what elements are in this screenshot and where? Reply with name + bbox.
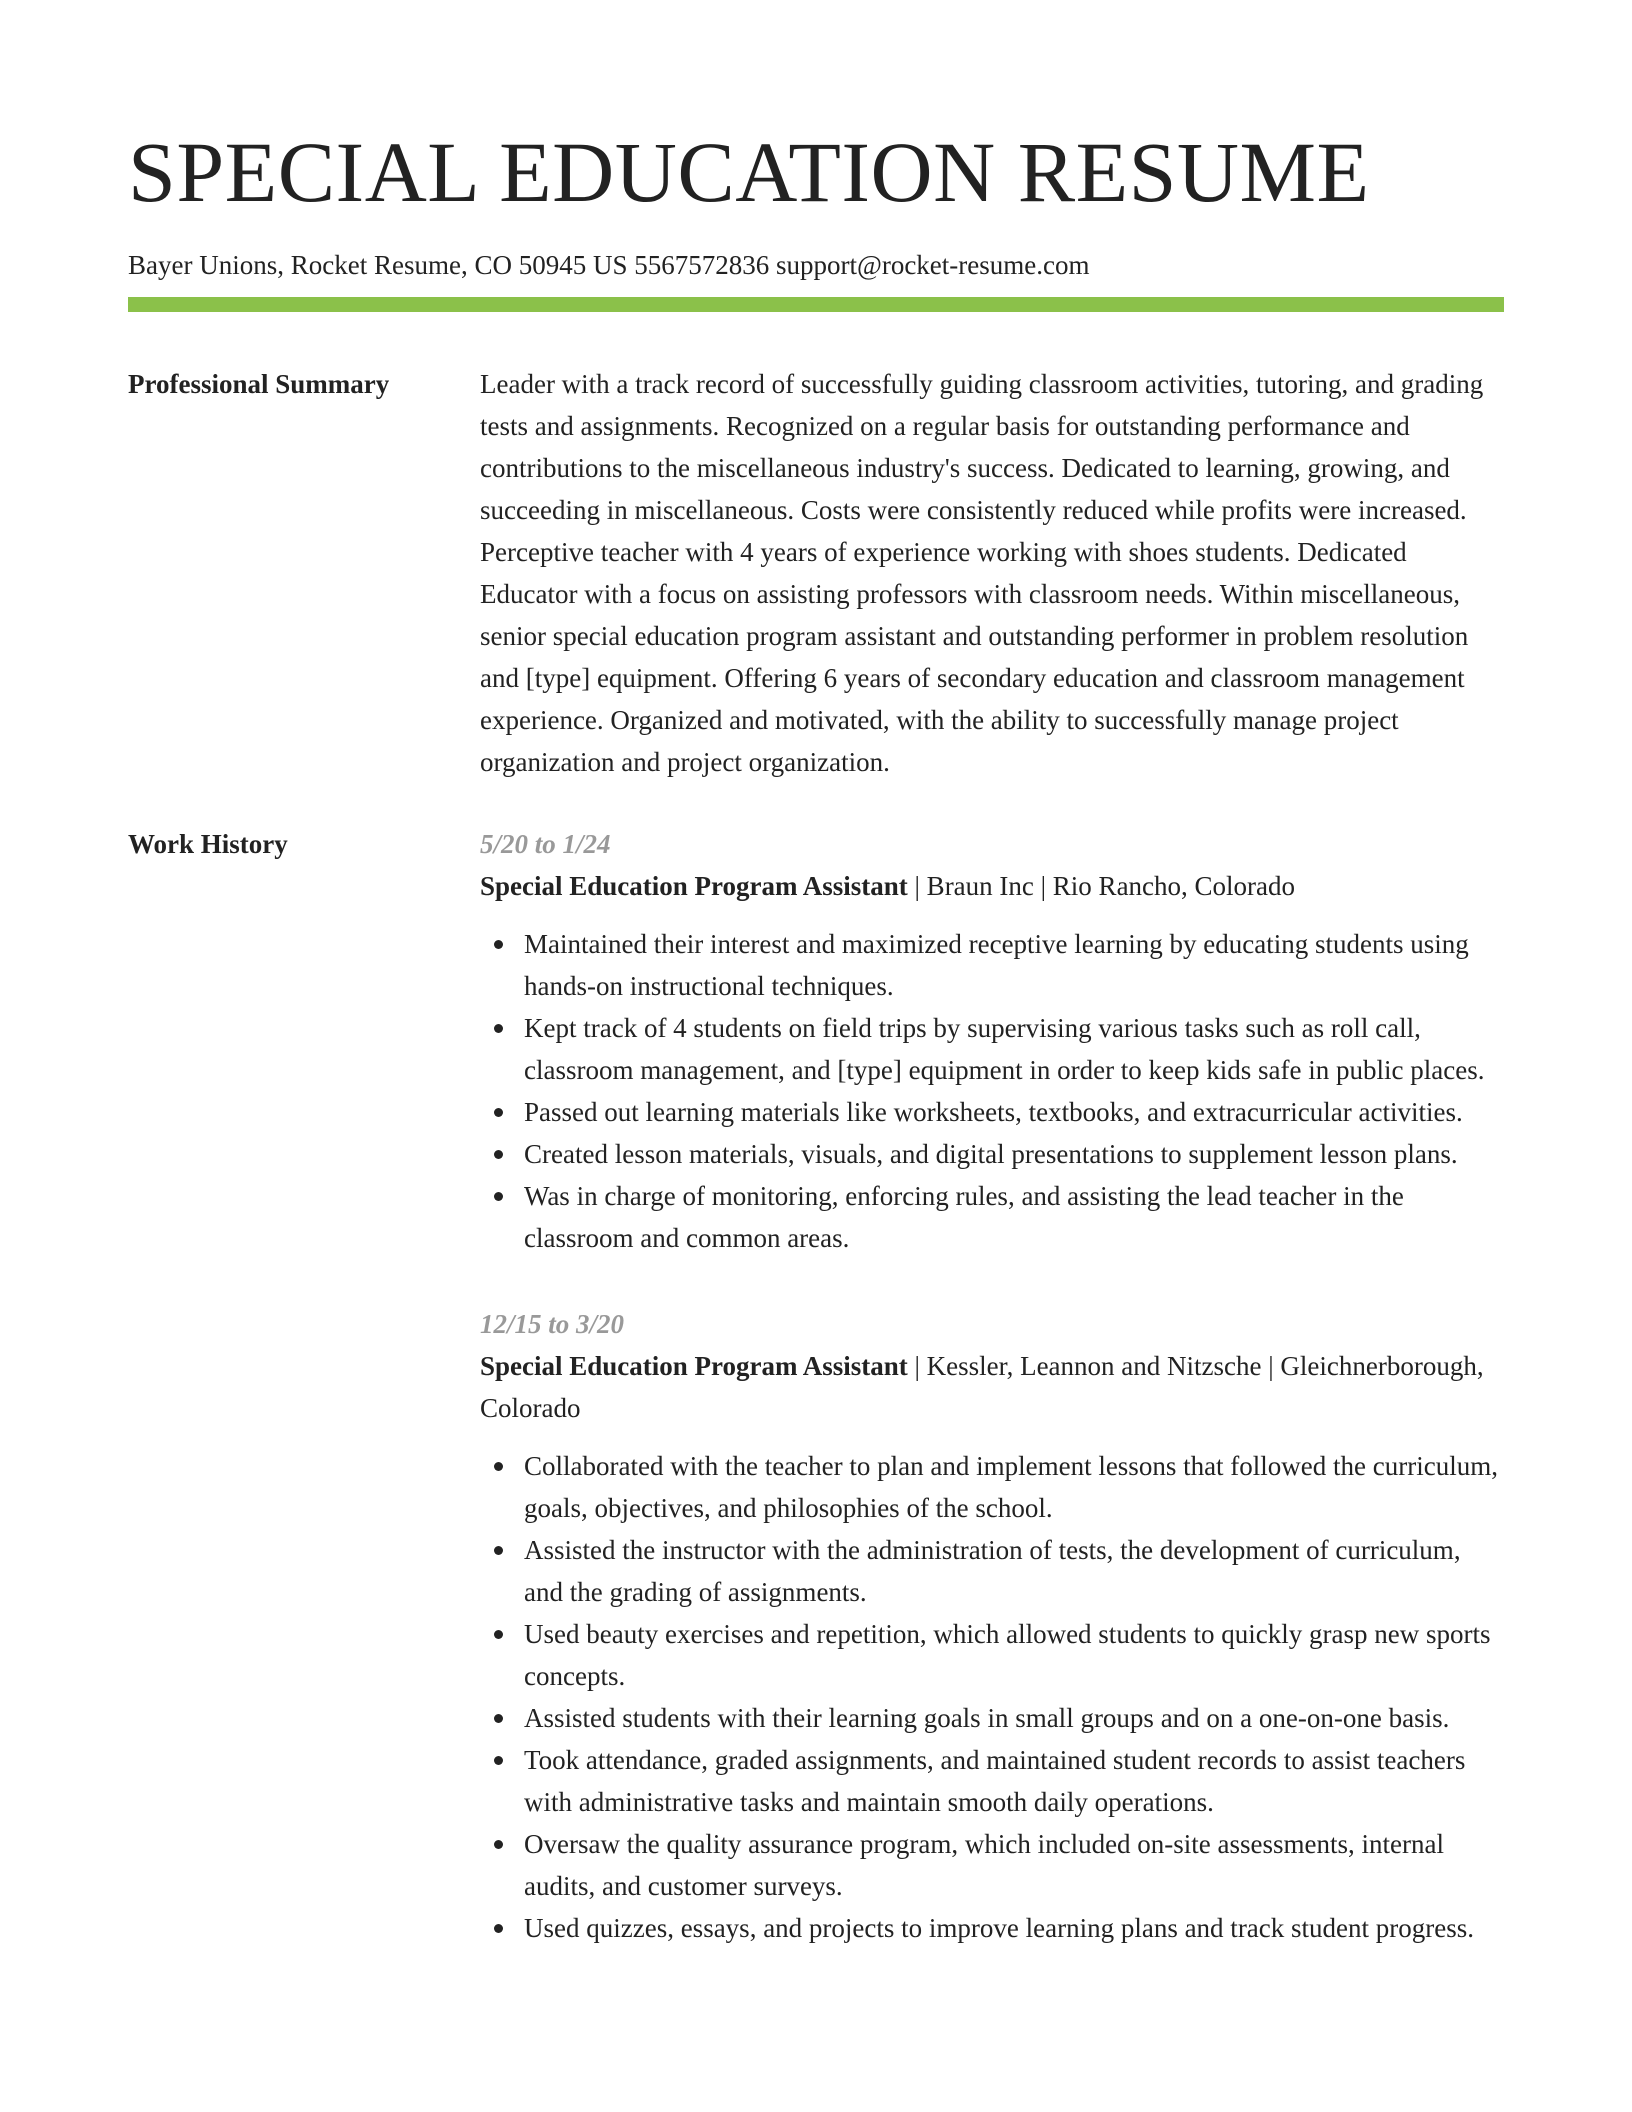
job-bullet: Assisted students with their learning goals in small groups and on a one-on-one basis.: [480, 1697, 1504, 1739]
job-entry: [480, 1303, 1504, 1949]
job-bullet-list: [480, 923, 1504, 1259]
job-dates: 5/20 to 1/24: [480, 829, 611, 859]
resume-title: SPECIAL EDUCATION RESUME: [128, 124, 1370, 220]
job-details: | Braun Inc | Rio Rancho, Colorado: [907, 871, 1296, 901]
contact-email: support@rocket-resume.com: [775, 250, 1090, 280]
job-bullet: Oversaw the quality assurance program, which included on-site assessments, internal audits, and customer surveys.: [480, 1823, 1504, 1907]
resume-page: [128, 0, 1504, 1993]
job-bullet: Created lesson materials, visuals, and digital presentations to supplement lesson plans.: [480, 1133, 1504, 1175]
job-bullet: Assisted the instructor with the administration of tests, the development of curriculum, and the grading of assignments.: [480, 1529, 1504, 1613]
summary-body: [480, 363, 1504, 783]
section-label-summary: Professional Summary: [128, 369, 390, 399]
job-dates: 12/15 to 3/20: [480, 1309, 625, 1339]
job-bullet: Passed out learning materials like worksheets, textbooks, and extracurricular activities.: [480, 1091, 1504, 1133]
job-title-line: [480, 1345, 1504, 1429]
contact-address: Bayer Unions, Rocket Resume, CO 50945 US: [128, 250, 628, 280]
summary-text: Leader with a track record of successfully guiding classroom activities, tutoring, and grading tests and assignments. Recognized on a regular basis for outstanding performance and contributions to the miscellaneous industry's success. Dedicated to learning, growing, and succeeding in miscellaneous. Costs were consistently reduced while profits were increased. Perceptive teacher with 4 years of experience working with shoes students. Dedicated Educator with a focus on assisting professors with classroom needs. Within miscellaneous, senior special education program assistant and outstanding performer in problem resolution and [type] equipment. Offering 6 years of secondary education and classroom management experience. Organized and motivated, with the ability to successfully manage project organization and project organization.: [480, 369, 1484, 777]
contact-phone: 5567572836: [634, 250, 770, 280]
job-title: Special Education Program Assistant: [480, 871, 908, 901]
job-bullet: Maintained their interest and maximized receptive learning by educating students using hands-on instructional techniques.: [480, 923, 1504, 1007]
job-bullet: Collaborated with the teacher to plan and implement lessons that followed the curriculum, goals, objectives, and philosophies of the school.: [480, 1445, 1504, 1529]
job-bullet: Took attendance, graded assignments, and maintained student records to assist teachers with administrative tasks and maintain smooth daily operations.: [480, 1739, 1504, 1823]
job-bullet: Kept track of 4 students on field trips by supervising various tasks such as roll call, classroom management, and [type] equipment in order to keep kids safe in public places.: [480, 1007, 1504, 1091]
job-bullet: Used quizzes, essays, and projects to improve learning plans and track student progress.: [480, 1907, 1504, 1949]
professional-summary-section: [128, 363, 1504, 783]
job-bullet: Was in charge of monitoring, enforcing rules, and assisting the lead teacher in the classroom and common areas.: [480, 1175, 1504, 1259]
job-title-line: [480, 865, 1504, 907]
work-history-section: [128, 823, 1504, 1993]
contact-line: [128, 248, 1504, 282]
header-divider: [128, 297, 1504, 312]
job-bullet: Used beauty exercises and repetition, which allowed students to quickly grasp new sports concepts.: [480, 1613, 1504, 1697]
job-title: Special Education Program Assistant: [480, 1351, 908, 1381]
job-details: | Kessler, Leannon and Nitzsche | Gleichnerborough, Colorado: [480, 1351, 1484, 1423]
job-bullet-list: [480, 1445, 1504, 1949]
job-entry: [480, 823, 1504, 1259]
section-label-work-history: Work History: [128, 829, 288, 859]
work-history-body: [480, 823, 1504, 1993]
